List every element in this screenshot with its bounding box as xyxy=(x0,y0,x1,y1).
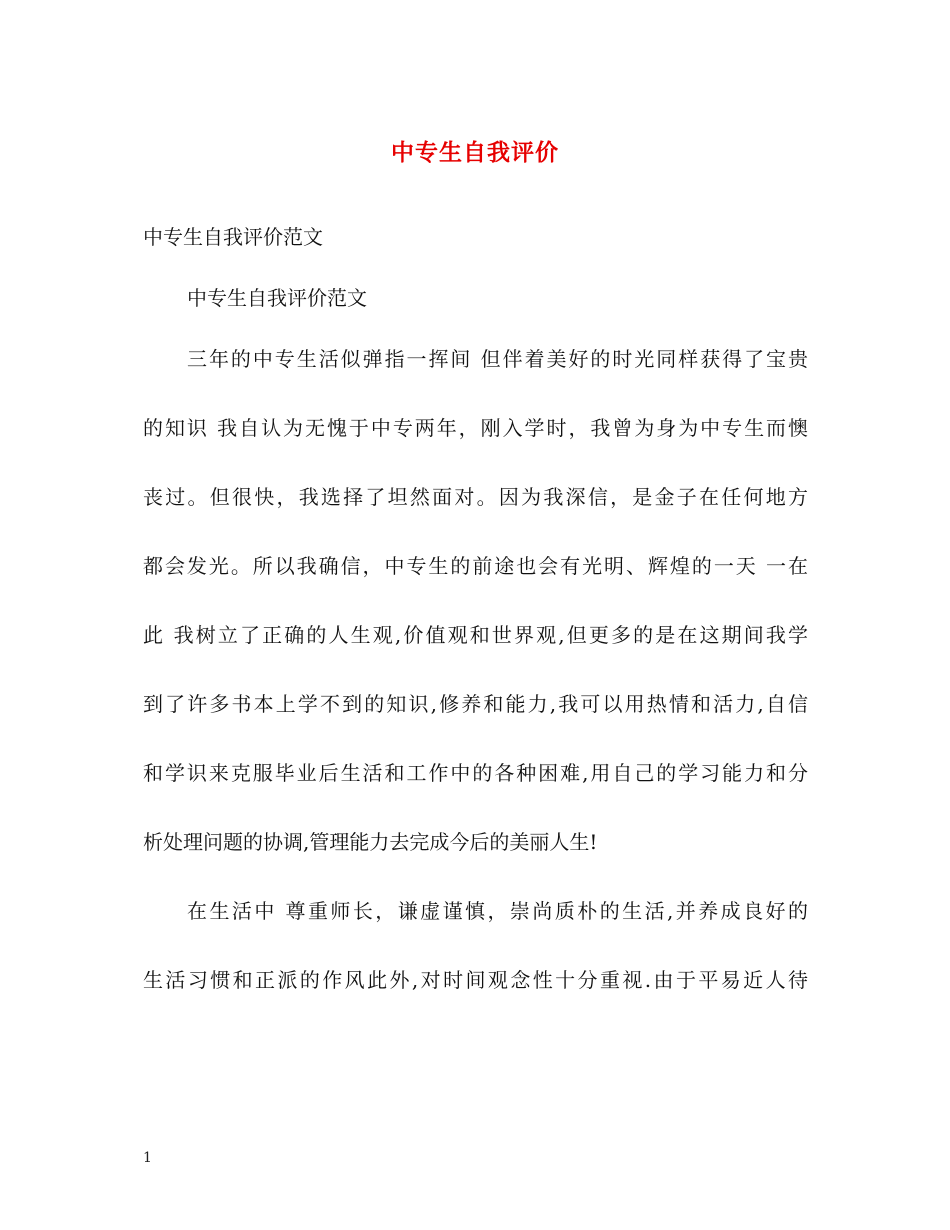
paragraph-1-line-2: 的知识 我自认为无愧于中专两年，刚入学时，我曾为身为中专生而懊 xyxy=(143,416,808,440)
paragraph-2-line-2: 生活习惯和正派的作风此外,对时间观念性十分重视.由于平易近人待 xyxy=(143,968,808,992)
subtitle-indented: 中专生自我评价范文 xyxy=(187,286,367,310)
paragraph-1-line-8: 析处理问题的协调,管理能力去完成今后的美丽人生! xyxy=(143,830,598,854)
paragraph-1-line-6: 到了许多书本上学不到的知识,修养和能力,我可以用热情和活力,自信 xyxy=(143,692,808,716)
paragraph-1-line-7: 和学识来克服毕业后生活和工作中的各种困难,用自己的学习能力和分 xyxy=(143,761,808,785)
page-number: 1 xyxy=(143,1150,152,1166)
subtitle: 中专生自我评价范文 xyxy=(143,225,323,249)
document-title: 中专生自我评价 xyxy=(391,140,559,166)
paragraph-1-line-5: 此 我树立了正确的人生观,价值观和世界观,但更多的是在这期间我学 xyxy=(143,623,808,647)
paragraph-1-line-4: 都会发光。所以我确信，中专生的前途也会有光明、辉煌的一天 一在 xyxy=(143,554,808,578)
paragraph-2-line-1: 在生活中 尊重师长，谦虚谨慎，崇尚质朴的生活,并养成良好的 xyxy=(187,899,808,923)
paragraph-1-line-3: 丧过。但很快，我选择了坦然面对。因为我深信，是金子在任何地方 xyxy=(143,485,808,509)
paragraph-1-line-1: 三年的中专生活似弹指一挥间 但伴着美好的时光同样获得了宝贵 xyxy=(187,347,808,371)
